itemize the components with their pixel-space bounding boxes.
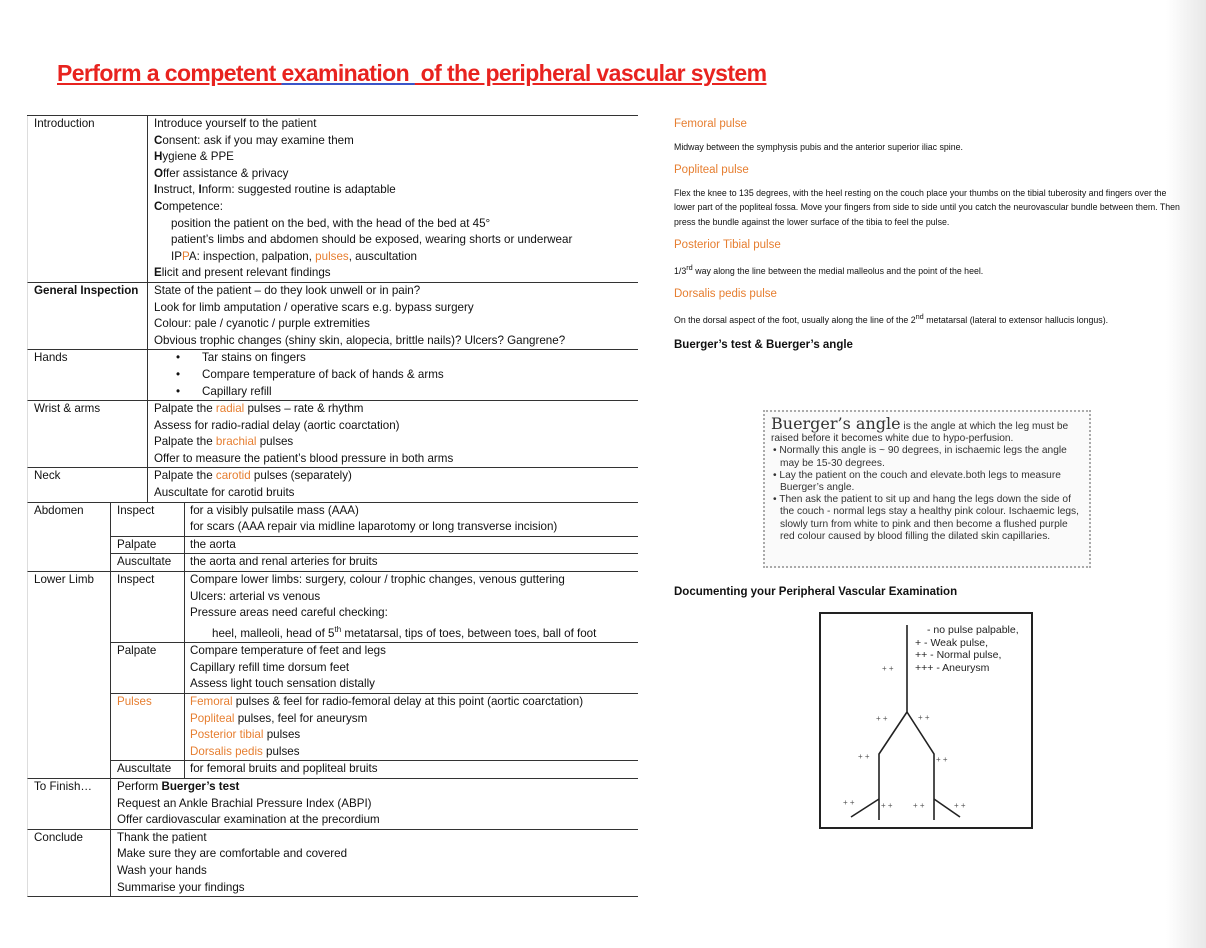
- documenting-heading: Documenting your Peripheral Vascular Examination: [674, 586, 958, 598]
- line-text: C: [154, 199, 163, 213]
- dorsalis-pedis-heading: Dorsalis pedis pulse: [674, 287, 777, 300]
- table-section: [27, 830, 638, 897]
- text: way along the line between the medial malleolus and the point of the heel.: [692, 266, 984, 277]
- content-line: [117, 880, 638, 897]
- line-text: Wash your hands: [117, 863, 207, 877]
- subsection-label: Inspect: [111, 572, 185, 642]
- line-text: for a visibly pulsatile mass (AAA): [190, 503, 359, 517]
- line-text: Capillary refill: [202, 384, 272, 398]
- content-line: [154, 133, 638, 150]
- content-line: [154, 182, 638, 199]
- subsection-row: [111, 554, 638, 571]
- section-content: [148, 283, 638, 349]
- subsections: [111, 572, 638, 778]
- content-line: [154, 116, 638, 133]
- line-text: Palpate the: [154, 469, 216, 483]
- line-text: pulses: [315, 249, 349, 263]
- line-text: heel, malleoli, head of 5: [212, 626, 335, 640]
- section-label: Lower Limb: [28, 572, 111, 778]
- content-line: [190, 711, 638, 728]
- content-line: [117, 796, 638, 813]
- line-text: the aorta: [190, 537, 236, 551]
- section-content: [148, 116, 638, 282]
- section-content: [148, 350, 638, 400]
- line-text: C: [154, 133, 163, 147]
- content-line: [154, 367, 638, 384]
- content-line: [117, 812, 638, 829]
- line-text: Request an Ankle Brachial Pressure Index (ABPI): [117, 796, 372, 810]
- table-section: [27, 779, 638, 830]
- section-label: Wrist & arms: [28, 401, 148, 467]
- posterior-tibial-text: [674, 261, 1184, 279]
- content-line: [190, 676, 638, 693]
- subsection-label: Pulses: [111, 694, 185, 760]
- content-line: [154, 350, 638, 367]
- line-text: Dorsalis pedis: [190, 744, 263, 758]
- buerger-intro: [771, 414, 1083, 445]
- line-text: Perform: [117, 780, 162, 794]
- line-text: metatarsal, tips of toes, between toes, ball of foot: [341, 626, 597, 640]
- table-section: [27, 116, 638, 283]
- popliteal-text: Flex the knee to 135 degrees, with the heel resting on the couch place your thumbs on the tibial tuberosity and fingers over the lower part of the popliteal fossa. Move your fingers from side to side until you catch the neurovascular bundle between them. Then press the bundle against the lower surface of the tibia to feel the pulse.: [674, 187, 1180, 227]
- line-text: , auscultation: [348, 249, 418, 263]
- title-part: Perform a competent: [57, 60, 282, 86]
- sup: rd: [686, 263, 693, 273]
- table-bottom-sections: [27, 779, 638, 897]
- pulse-mark: + +: [876, 714, 888, 723]
- section-label: Hands: [28, 350, 148, 400]
- line-text: Popliteal: [190, 711, 235, 725]
- posterior-tibial-heading: Posterior Tibial pulse: [674, 239, 781, 252]
- subsection-label: Inspect: [111, 503, 185, 536]
- buerger-heading: Buerger’s test & Buerger’s angle: [674, 339, 853, 352]
- content-line: [154, 434, 638, 451]
- text: metatarsal (lateral to extensor hallucis longus).: [923, 314, 1109, 325]
- line-text: for scars (AAA repair via midline laparotomy or long transverse incision): [190, 520, 558, 534]
- line-text: th: [334, 624, 342, 634]
- line-text: pulses – rate & rhythm: [244, 402, 364, 416]
- buerger-intro-text: is the angle at which the leg must be raised before it becomes white due to hypo-perfusion.: [771, 421, 1069, 445]
- subsection-label: Auscultate: [111, 554, 185, 571]
- content-line: [190, 503, 638, 520]
- content-line: [154, 451, 638, 468]
- section-content: [111, 830, 638, 896]
- line-text: brachial: [215, 435, 257, 449]
- content-line: [190, 761, 638, 778]
- line-text: O: [154, 166, 164, 180]
- content-line: [154, 249, 638, 266]
- femoral-heading: Femoral pulse: [674, 118, 747, 130]
- table-section: [27, 468, 638, 502]
- content-line: [154, 265, 638, 282]
- pulse-legend: [915, 624, 1019, 674]
- subsection-label: Palpate: [111, 537, 185, 554]
- pulse-mark: + +: [843, 798, 855, 807]
- pulse-mark: + +: [881, 801, 893, 810]
- section-content: [148, 468, 638, 501]
- subsection-content: [185, 643, 638, 693]
- line-text: I: [198, 183, 202, 197]
- content-line: [190, 660, 638, 677]
- subsection-label: Palpate: [111, 643, 185, 693]
- subsection-content: [185, 694, 638, 760]
- line-text: State of the patient – do they look unwell or in pain?: [154, 283, 421, 297]
- content-line: [154, 216, 638, 233]
- line-text: Colour: pale / cyanotic / purple extremities: [154, 317, 370, 331]
- line-text: licit and present relevant findings: [161, 266, 331, 280]
- table-section: [27, 283, 638, 350]
- left-branch-line: [851, 799, 879, 817]
- buerger-angle-box: [763, 410, 1091, 568]
- line-text: onsent: ask if you may examine them: [162, 133, 354, 147]
- line-text: Palpate the: [154, 435, 216, 449]
- pulse-mark: + +: [918, 713, 930, 722]
- subsection-content: [185, 503, 638, 536]
- line-text: Compare temperature of feet and legs: [190, 644, 386, 658]
- section-label: To Finish…: [28, 779, 111, 829]
- subsection-row: [111, 537, 638, 555]
- line-text: pulses & feel for radio-femoral delay at this point (aortic coarctation): [232, 695, 584, 709]
- line-text: P: [181, 249, 189, 263]
- table-top-sections: [27, 116, 638, 503]
- line-text: pulses: [256, 435, 294, 449]
- line-text: Assess light touch sensation distally: [190, 677, 375, 691]
- table-section: [27, 350, 638, 401]
- content-line: [190, 605, 638, 622]
- buerger-title: Buerger’s angle: [771, 414, 901, 433]
- line-text: Ulcers: arterial vs venous: [190, 589, 321, 603]
- text: On the dorsal aspect of the foot, usually along the line of the 2: [674, 314, 916, 325]
- section-label: Introduction: [28, 116, 148, 282]
- subsection-content: [185, 554, 638, 571]
- content-line: [190, 643, 638, 660]
- pulse-mark: + +: [858, 752, 870, 761]
- sup: nd: [915, 311, 924, 321]
- line-text: IP: [171, 249, 182, 263]
- line-text: Palpate the: [154, 402, 216, 416]
- table-mid-sections: [27, 503, 638, 779]
- text: Lay the patient on the couch and elevate.both legs to measure Buerger’s angle.: [779, 469, 1061, 494]
- subsections: [111, 503, 638, 571]
- line-text: Look for limb amputation / operative scars e.g. bypass surgery: [154, 300, 474, 314]
- line-text: pulses, feel for aneurysm: [234, 711, 368, 725]
- line-text: Thank the patient: [117, 830, 207, 844]
- examination-table: [27, 115, 638, 897]
- section-label: Neck: [28, 468, 148, 501]
- content-line: [190, 519, 638, 536]
- legend-item: + - Weak pulse,: [915, 636, 989, 649]
- line-text: radial: [215, 402, 245, 416]
- section-label: Abdomen: [28, 503, 111, 571]
- line-text: position the patient on the bed, with the head of the bed at 45°: [171, 216, 491, 230]
- content-line: [154, 384, 638, 401]
- content-line: [154, 333, 638, 350]
- buerger-item: • Lay the patient on the couch and elevate.both legs to measure Buerger’s angle.: [773, 469, 1061, 494]
- legend-item: +++ - Aneurysm: [915, 661, 990, 674]
- line-text: Assess for radio-radial delay (aortic coarctation): [154, 418, 400, 432]
- pulse-mark: + +: [936, 755, 948, 764]
- line-text: Summarise your findings: [117, 880, 245, 894]
- content-line: [154, 232, 638, 249]
- subsection-row: [111, 643, 638, 694]
- content-line: [190, 622, 638, 642]
- page-title: [57, 60, 766, 87]
- section-content: [148, 401, 638, 467]
- subsection-row: [111, 503, 638, 537]
- line-text: ffer assistance & privacy: [163, 166, 289, 180]
- line-text: Tar stains on fingers: [202, 351, 306, 365]
- legend-item: - no pulse palpable,: [927, 624, 1019, 636]
- content-line: [117, 863, 638, 880]
- pulse-mark: + +: [913, 801, 925, 810]
- line-text: nstruct,: [157, 183, 199, 197]
- content-line: [117, 779, 638, 796]
- table-section: [27, 503, 638, 572]
- content-line: [154, 166, 638, 183]
- line-text: patient’s limbs and abdomen should be exposed, wearing shorts or underwear: [171, 233, 573, 247]
- line-text: ygiene & PPE: [162, 150, 234, 164]
- line-text: A: inspection, palpation,: [188, 249, 316, 263]
- pulse-mark: + +: [954, 801, 966, 810]
- line-text: Introduce yourself to the patient: [154, 117, 317, 130]
- line-text: Pressure areas need careful checking:: [190, 606, 388, 620]
- buerger-item: • Then ask the patient to sit up and hang the legs down the side of the couch - normal legs stay a healthy pink colour. Ischaemic legs, slowly turn from white to pink and then become a flushed purple red colour caused by blood filling the dilated skin capillaries.: [773, 494, 1079, 542]
- content-line: [190, 694, 638, 711]
- text: Then ask the patient to sit up and hang the legs down the side of the couch - normal legs stay a healthy pink colour. Ischaemic legs, slowly turn from white to pink and then become a flushed purple red colour caused by blood filling the dilated skin capillaries.: [779, 494, 1079, 542]
- content-line: [154, 418, 638, 435]
- pulse-mark: + +: [882, 664, 894, 673]
- subsection-row: [111, 761, 638, 778]
- content-line: [117, 846, 638, 863]
- line-text: H: [154, 150, 163, 164]
- line-text: Offer to measure the patient’s blood pressure in both arms: [154, 451, 454, 465]
- table-section: [27, 572, 638, 779]
- subsection-content: [185, 537, 638, 554]
- line-text: Make sure they are comfortable and covered: [117, 847, 348, 861]
- table-section: [27, 401, 638, 468]
- line-text: Capillary refill time dorsum feet: [190, 660, 350, 674]
- content-line: [154, 485, 638, 502]
- section-content: [111, 779, 638, 829]
- content-line: [154, 316, 638, 333]
- femoral-text: Midway between the symphysis pubis and the anterior superior iliac spine.: [674, 142, 963, 152]
- text: 1/3: [674, 266, 687, 277]
- line-text: for femoral bruits and popliteal bruits: [190, 762, 378, 776]
- content-line: [190, 554, 638, 571]
- content-line: [190, 537, 638, 554]
- popliteal-heading: Popliteal pulse: [674, 163, 749, 176]
- content-line: [190, 589, 638, 606]
- line-text: ompetence:: [162, 199, 223, 213]
- content-line: [190, 572, 638, 589]
- title-part: of the peripheral vascular system: [414, 60, 767, 86]
- line-text: Offer cardiovascular examination at the precordium: [117, 813, 380, 827]
- line-text: carotid: [215, 469, 251, 483]
- line-text: Compare temperature of back of hands & arms: [202, 367, 444, 381]
- line-text: Posterior tibial: [190, 728, 264, 742]
- line-text: Compare lower limbs: surgery, colour / trophic changes, venous guttering: [190, 573, 565, 587]
- line-text: Auscultate for carotid bruits: [154, 486, 295, 500]
- line-text: Obvious trophic changes (shiny skin, alopecia, brittle nails)? Ulcers? Gangrene?: [154, 333, 566, 347]
- line-text: pulses: [262, 744, 300, 758]
- subsection-row: [111, 694, 638, 761]
- section-label: General Inspection: [28, 283, 148, 349]
- content-line: [154, 401, 638, 418]
- subsection-row: [111, 572, 638, 643]
- line-text: nform: suggested routine is adaptable: [201, 183, 396, 197]
- content-line: [154, 283, 638, 300]
- content-line: [117, 830, 638, 847]
- line-text: pulses: [263, 728, 301, 742]
- subsection-content: [185, 572, 638, 642]
- content-line: [190, 727, 638, 744]
- legend-item: ++ - Normal pulse,: [915, 649, 1002, 661]
- title-spellcheck-word: examination: [281, 60, 415, 86]
- line-text: E: [154, 266, 162, 280]
- text: Normally this angle is ~ 90 degrees, in ischaemic legs the angle may be 15-30 degrees.: [779, 445, 1067, 469]
- content-line: [154, 199, 638, 216]
- content-line: [154, 468, 638, 485]
- content-line: [154, 300, 638, 317]
- subsection-content: [185, 761, 638, 778]
- line-text: the aorta and renal arteries for bruits: [190, 555, 378, 569]
- line-text: Femoral: [190, 695, 233, 709]
- section-label: Conclude: [28, 830, 111, 896]
- line-text: I: [154, 183, 158, 197]
- content-line: [190, 744, 638, 761]
- pulse-diagram: [819, 612, 1033, 829]
- subsection-label: Auscultate: [111, 761, 185, 778]
- buerger-item: • Normally this angle is ~ 90 degrees, in ischaemic legs the angle may be 15-30 degrees.: [773, 445, 1067, 469]
- pulse-notes: [674, 118, 1184, 351]
- content-line: [154, 149, 638, 166]
- dorsalis-pedis-text: [674, 310, 1184, 328]
- line-text: Buerger’s test: [161, 780, 240, 794]
- line-text: pulses (separately): [250, 469, 352, 483]
